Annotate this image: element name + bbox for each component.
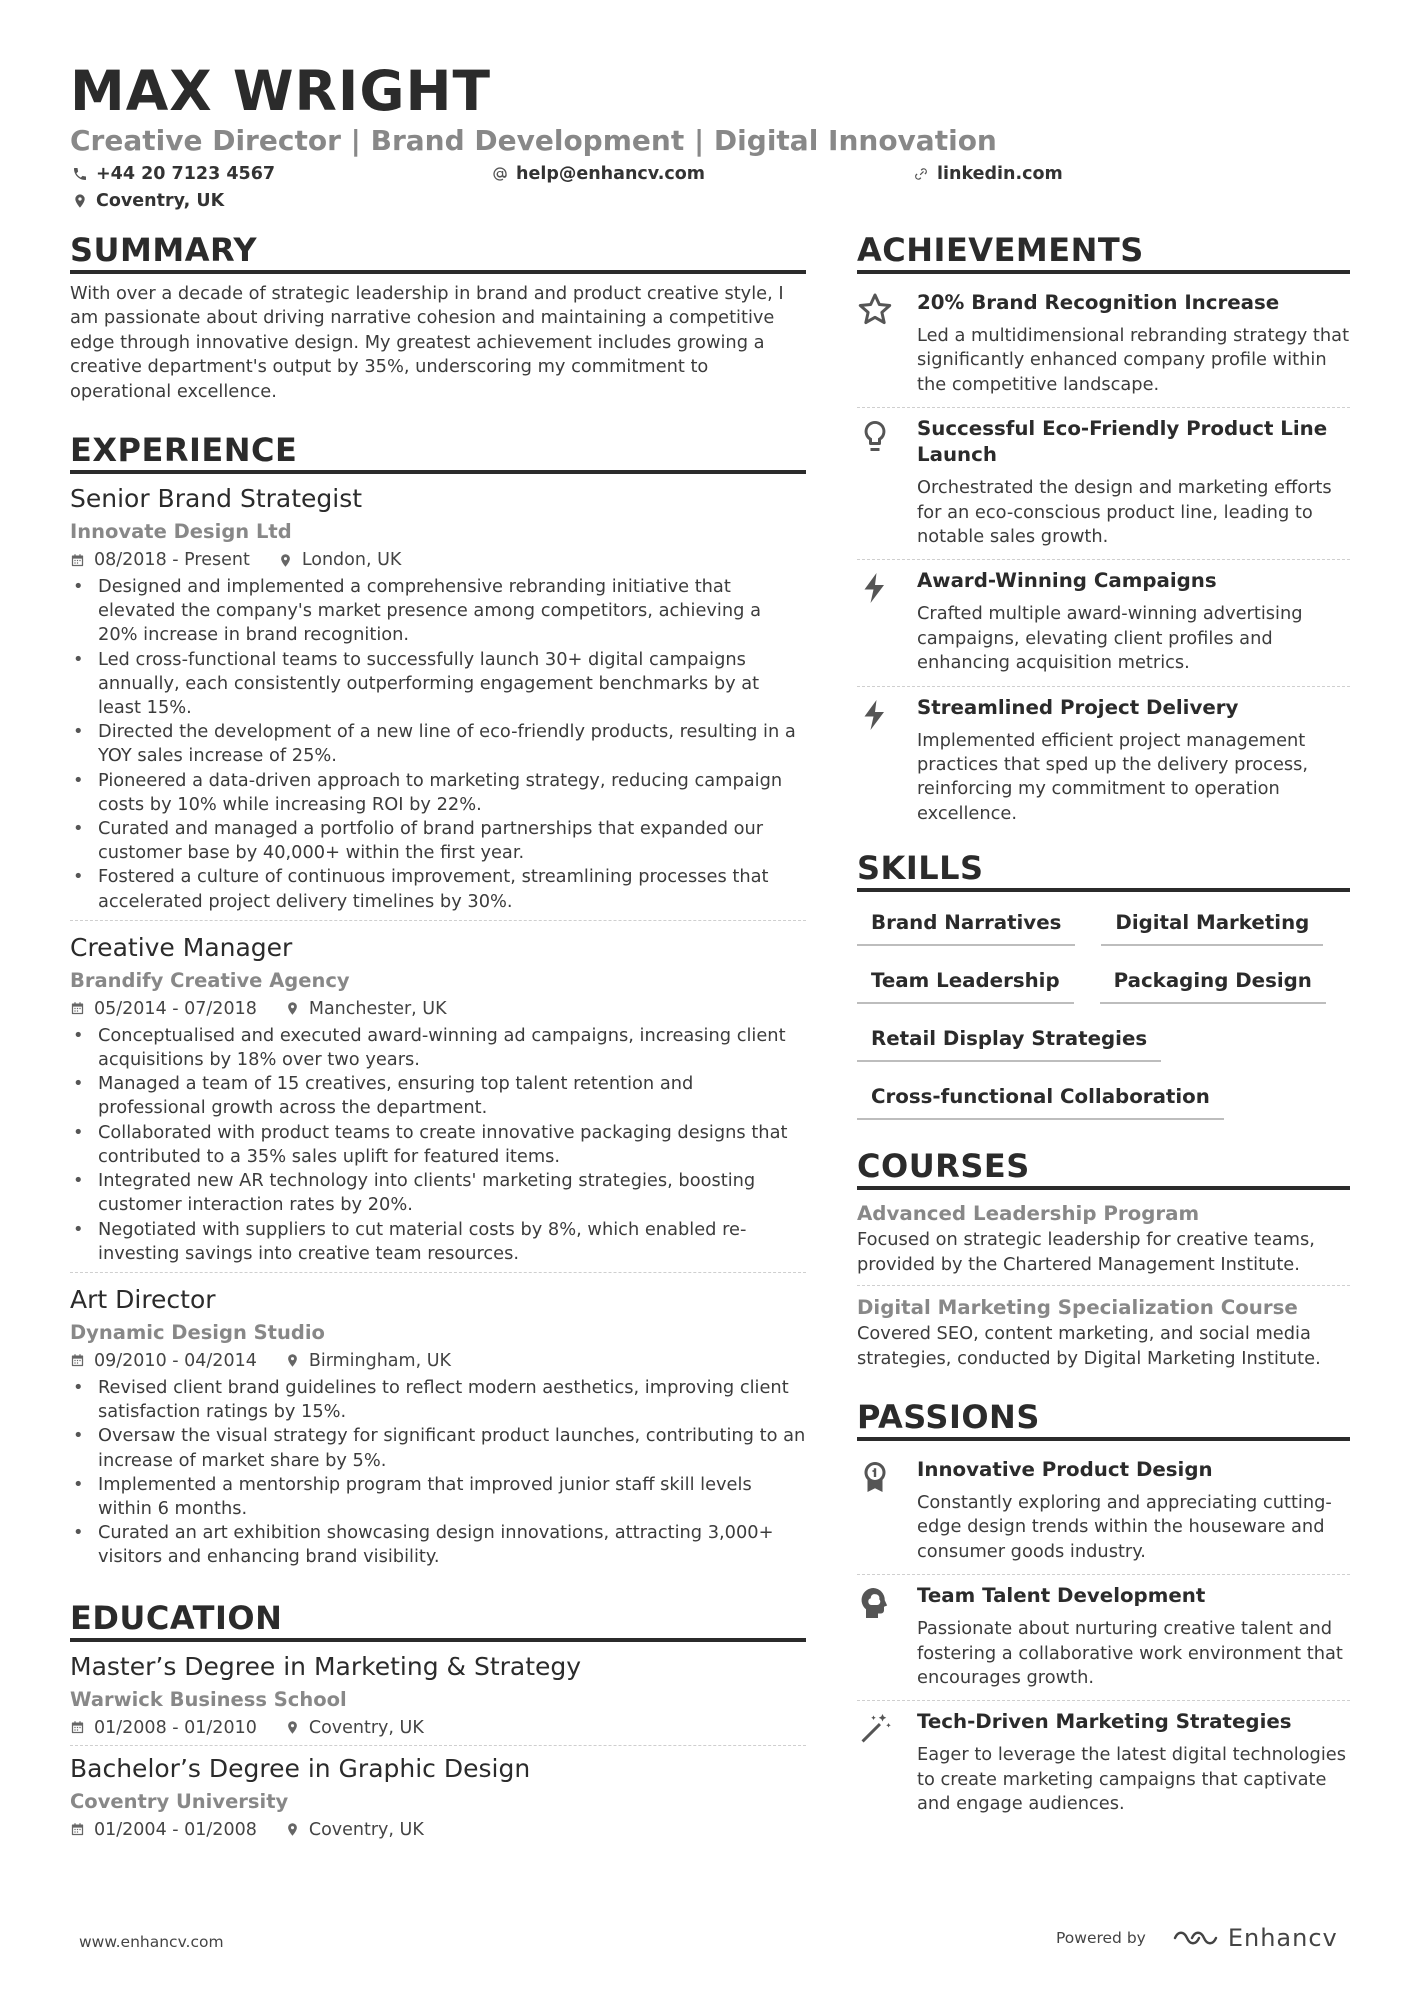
bullet-item: • Revised client brand guidelines to reflect modern aesthetics, improving client satisfaction ratings by 15%. [70,1376,806,1424]
job-meta [70,996,806,1022]
passion-title: Innovative Product Design [917,1457,1213,1481]
bullet-item: • Managed a team of 15 creatives, ensuring top talent retention and professional growth across the department. [70,1072,806,1120]
calendar-icon [70,1720,85,1735]
achievement-description: Crafted multiple award-winning advertising campaigns, elevating client profiles and enhancing acquisition metrics. [917,603,1303,674]
achievement-item [857,559,1350,685]
skill-tag: Packaging Design [1100,968,1326,1004]
achievements-heading: ACHIEVEMENTS [857,230,1350,274]
job-entry [70,1272,806,1576]
left-column [70,230,806,1847]
company-name: Innovate Design Ltd [70,520,292,544]
linkedin-url: linkedin.com [937,164,1063,184]
phone-icon [72,166,88,182]
at-sign-icon [492,166,508,182]
job-bullets [70,1376,806,1570]
job-location: Birmingham, UK [285,1348,451,1374]
enhancv-logo-icon [1172,1927,1218,1949]
bullet-item: • Integrated new AR technology into clients' marketing strategies, boosting customer interaction rates by 20%. [70,1169,806,1217]
skills-section [857,848,1350,1132]
job-title: Art Director [70,1284,216,1314]
bullet-item: • Designed and implemented a comprehensive rebranding initiative that elevated the company's market presence among competitors, achieving a 20% increase in brand recognition. [70,575,806,648]
job-entry [70,920,806,1272]
location-pin-icon [285,1353,300,1368]
skills-heading: SKILLS [857,848,1350,892]
skill-tag: Retail Display Strategies [857,1026,1161,1062]
lightning-icon [857,697,893,733]
achievement-description: Orchestrated the design and marketing efforts for an eco-conscious product line, leading to notable sales growth. [917,477,1332,548]
school-name: Coventry University [70,1789,289,1813]
link-icon [913,166,929,182]
job-dates: 09/2010 - 04/2014 [70,1348,257,1374]
passions-heading: PASSIONS [857,1397,1350,1441]
achievement-title: 20% Brand Recognition Increase [917,291,1280,314]
job-dates: 08/2018 - Present [70,547,250,573]
candidate-headline: Creative Director | Brand Development | Digital Innovation [70,124,997,157]
job-bullets [70,1024,806,1266]
job-bullets [70,575,806,914]
skill-tag: Cross-functional Collaboration [857,1084,1224,1120]
achievement-item [857,686,1350,837]
email-address: help@enhancv.com [516,164,706,184]
experience-section [70,430,806,1576]
linkedin-contact[interactable] [913,162,1063,186]
education-entry [70,1745,806,1847]
summary-section [70,230,806,404]
passion-description: Passionate about nurturing creative talent and fostering a collaborative work environment that encourages growth. [917,1618,1343,1688]
education-location: Coventry, UK [285,1715,424,1741]
footer-branding [1056,1924,1338,1952]
bullet-item: • Curated and managed a portfolio of brand partnerships that expanded our customer base by 40,000+ within the first year. [70,817,806,865]
bullet-item: • Led cross-functional teams to successfully launch 30+ digital campaigns annually, each consistently outperforming engagement benchmarks by at least 15%. [70,648,806,721]
bullet-item: • Collaborated with product teams to create innovative packaging designs that contributed to a 35% sales uplift for featured items. [70,1121,806,1169]
achievement-title: Streamlined Project Delivery [917,695,1239,719]
job-meta [70,547,806,573]
job-title: Senior Brand Strategist [70,484,363,514]
magic-wand-icon [857,1711,893,1747]
skill-tag: Team Leadership [857,968,1074,1004]
job-location: Manchester, UK [285,996,447,1022]
course-description: Focused on strategic leadership for creative teams, provided by the Chartered Management Institute. [857,1229,1315,1275]
skill-tag: Brand Narratives [857,910,1075,946]
enhancv-brand-name: Enhancv [1227,1924,1338,1952]
achievement-title: Successful Eco-Friendly Product Line Launch [917,417,1328,467]
job-title: Creative Manager [70,932,293,962]
skill-tag: Digital Marketing [1101,910,1323,946]
candidate-name: MAX WRIGHT [70,59,492,123]
star-icon [857,292,893,328]
passion-title: Tech-Driven Marketing Strategies [917,1710,1292,1734]
passions-section [857,1397,1350,1827]
summary-text: With over a decade of strategic leadership in brand and product creative style, I am passionate about driving narrative cohesion and maintaining a competitive edge through innovative design. My greatest achievement includes growing a creative department's output by 35%, underscoring my commitment to operational excellence. [70,283,784,402]
achievements-section [857,230,1350,836]
job-meta [70,1348,806,1374]
bullet-item: • Pioneered a data-driven approach to marketing strategy, reducing campaign costs by 10% while increasing ROI by 22%. [70,769,806,817]
email-contact[interactable] [492,162,705,186]
lightning-icon [857,570,893,606]
calendar-icon [70,1001,85,1016]
contact-info [70,162,1350,218]
course-item [857,1285,1350,1379]
job-dates: 05/2014 - 07/2018 [70,996,257,1022]
location-pin-icon [72,193,88,209]
location-pin-icon [278,553,293,568]
calendar-icon [70,1353,85,1368]
bullet-item: • Directed the development of a new line of eco-friendly products, resulting in a YOY sales increase of 25%. [70,720,806,768]
education-heading: EDUCATION [70,1598,806,1642]
course-title: Digital Marketing Specialization Course [857,1296,1298,1320]
achievement-title: Award-Winning Campaigns [917,569,1217,593]
right-column [857,230,1350,1827]
powered-by-label: Powered by [1056,1929,1146,1947]
enhancv-logo[interactable] [1172,1924,1338,1952]
education-meta [70,1715,806,1741]
passion-title: Team Talent Development [917,1584,1206,1608]
bullet-item: • Negotiated with suppliers to cut material costs by 8%, which enabled re-investing savings into creative team resources. [70,1218,806,1266]
location-text: Coventry, UK [96,191,225,211]
experience-heading: EXPERIENCE [70,430,806,474]
location-pin-icon [285,1720,300,1735]
summary-heading: SUMMARY [70,230,806,274]
achievement-description: Led a multidimensional rebranding strategy that significantly enhanced company profile within the competitive landscape. [917,325,1350,395]
passion-description: Eager to leverage the latest digital technologies to create marketing campaigns that captivate and engage audiences. [917,1744,1346,1815]
location-pin-icon [285,1001,300,1016]
passion-item [857,1574,1350,1700]
job-entry [70,482,806,920]
education-entry [70,1650,806,1745]
course-item [857,1198,1350,1285]
bullet-item: • Implemented a mentorship program that improved junior staff skill levels within 6 months. [70,1473,806,1521]
location-pin-icon [285,1822,300,1837]
bullet-item: • Oversaw the visual strategy for significant product launches, contributing to an increase of market share by 5%. [70,1424,806,1472]
education-section [70,1598,806,1847]
calendar-icon [70,553,85,568]
bullet-item: • Fostered a culture of continuous improvement, streamlining processes that accelerated project delivery timelines by 30%. [70,865,806,913]
degree-title: Master’s Degree in Marketing & Strategy [70,1651,582,1681]
phone-contact[interactable] [72,162,275,186]
education-dates: 01/2004 - 01/2008 [70,1817,257,1843]
course-description: Covered SEO, content marketing, and social media strategies, conducted by Digital Marketing Institute. [857,1323,1321,1369]
company-name: Brandify Creative Agency [70,968,350,992]
bullet-item: • Conceptualised and executed award-winning ad campaigns, increasing client acquisitions by 18% over two years. [70,1024,806,1072]
passion-description: Constantly exploring and appreciating cutting-edge design trends within the houseware and consumer goods industry. [917,1491,1332,1562]
education-meta [70,1817,806,1843]
phone-number: +44 20 7123 4567 [96,164,276,184]
passion-item [857,1700,1350,1826]
award-medal-icon [857,1459,893,1495]
achievement-item [857,407,1350,559]
bullet-item: • Curated an art exhibition showcasing design innovations, attracting 3,000+ visitors and enhancing brand visibility. [70,1521,806,1569]
skills-list [857,900,1350,1132]
job-location: London, UK [278,547,402,573]
education-location: Coventry, UK [285,1817,424,1843]
passion-item [857,1449,1350,1574]
calendar-icon [70,1822,85,1837]
achievement-item [857,282,1350,407]
head-brain-icon [857,1585,893,1621]
courses-section [857,1146,1350,1379]
education-dates: 01/2008 - 01/2010 [70,1715,257,1741]
location-contact [72,189,224,213]
course-title: Advanced Leadership Program [857,1202,1200,1226]
courses-heading: COURSES [857,1146,1350,1190]
resume-header [70,58,1350,218]
degree-title: Bachelor’s Degree in Graphic Design [70,1753,531,1783]
achievement-description: Implemented efficient project management practices that sped up the delivery process, reinforcing my commitment to operation excellence. [917,729,1309,824]
company-name: Dynamic Design Studio [70,1320,325,1344]
footer-website-link[interactable]: www.enhancv.com [79,1933,224,1951]
lightbulb-icon [857,418,893,454]
school-name: Warwick Business School [70,1687,347,1711]
